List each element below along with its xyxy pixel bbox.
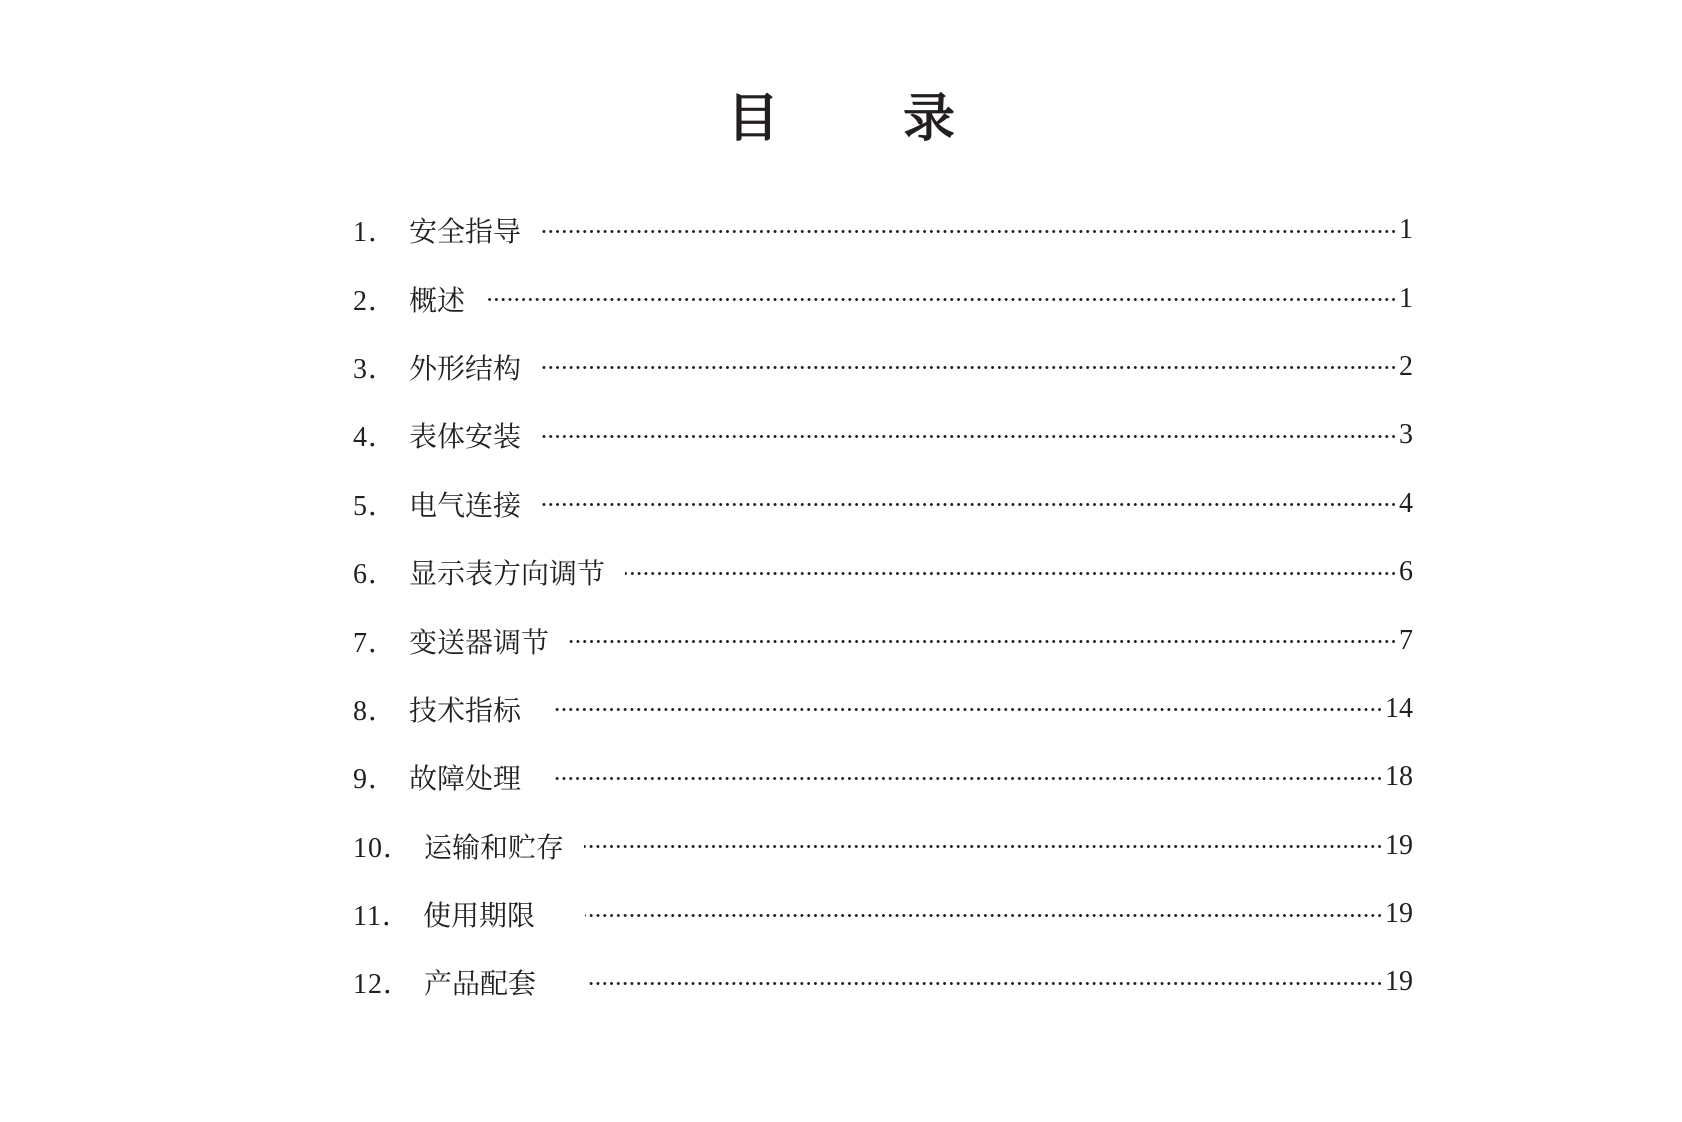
toc-entry-title: 表体安装: [409, 420, 522, 454]
toc-entry-number: 4．: [353, 422, 398, 454]
toc-entry-title: 技术指标: [409, 693, 522, 727]
toc-entry-title: 变送器调节: [409, 625, 550, 659]
toc-entry-title: 使用期限: [422, 899, 535, 933]
toc-entry-number: 2．: [353, 285, 398, 317]
toc-entry-title: 故障处理: [409, 762, 522, 796]
toc-entry-page: 1: [1399, 282, 1413, 314]
toc-entry-page: 4: [1399, 487, 1413, 519]
toc-entry-page: 2: [1399, 350, 1413, 382]
toc-entry-title: 概述: [409, 283, 466, 317]
toc-dot-leader: [584, 845, 1383, 848]
toc-dot-leader: [541, 230, 1397, 233]
toc-entry-page: 1: [1399, 214, 1413, 246]
toc-entry-page: 18: [1385, 761, 1413, 793]
toc-entry-7[interactable]: [353, 606, 1413, 674]
toc-entry-page: 19: [1385, 898, 1413, 930]
toc-entry-5[interactable]: [353, 470, 1413, 538]
toc-entry-10[interactable]: [353, 812, 1413, 880]
toc-entry-4[interactable]: [353, 401, 1413, 469]
toc-entry-12[interactable]: [353, 948, 1413, 1016]
toc-dot-leader: [541, 366, 1397, 369]
toc-entry-title: 运输和贮存: [424, 830, 565, 864]
toc-entry-title: 电气连接: [409, 488, 522, 522]
toc-entry-3[interactable]: [353, 333, 1413, 401]
toc-dot-leader: [585, 914, 1383, 917]
toc-entry-2[interactable]: [353, 264, 1413, 332]
toc-dot-leader: [541, 503, 1397, 506]
toc-entry-title: 产品配套: [424, 967, 537, 1001]
toc-entry-page: 14: [1385, 692, 1413, 724]
toc-entry-number: 11．: [353, 901, 411, 933]
toc-entry-number: 9．: [353, 764, 398, 796]
toc-entry-8[interactable]: [353, 675, 1413, 743]
toc-dot-leader: [569, 640, 1397, 643]
toc-title: [0, 84, 1682, 154]
toc-dot-leader: [541, 435, 1397, 438]
toc-entry-9[interactable]: [353, 743, 1413, 811]
toc-list: [353, 196, 1413, 1017]
toc-entry-1[interactable]: [353, 196, 1413, 264]
toc-entry-page: 3: [1399, 419, 1413, 451]
toc-entry-11[interactable]: [353, 880, 1413, 948]
toc-entry-title: 显示表方向调节: [409, 557, 606, 591]
toc-entry-title: 外形结构: [409, 351, 522, 385]
toc-entry-number: 6．: [353, 559, 398, 591]
toc-entry-page: 19: [1385, 829, 1413, 861]
toc-entry-page: 6: [1399, 556, 1413, 588]
toc-entry-title: 安全指导: [409, 215, 522, 249]
toc-entry-page: 19: [1385, 966, 1413, 998]
toc-entry-number: 3．: [353, 353, 398, 385]
toc-entry-page: 7: [1399, 624, 1413, 656]
toc-entry-number: 12．: [353, 969, 413, 1001]
toc-dot-leader: [555, 777, 1383, 780]
toc-entry-6[interactable]: [353, 538, 1413, 606]
toc-dot-leader: [586, 982, 1383, 985]
toc-title-char: 目: [726, 89, 779, 149]
toc-dot-leader: [555, 708, 1383, 711]
toc-entry-number: 1．: [353, 217, 398, 249]
toc-title-char: 录: [903, 89, 956, 149]
toc-entry-number: 7．: [353, 627, 398, 659]
toc-entry-number: 5．: [353, 490, 398, 522]
toc-entry-number: 8．: [353, 695, 398, 727]
toc-entry-number: 10．: [353, 832, 413, 864]
toc-dot-leader: [485, 298, 1397, 301]
toc-dot-leader: [625, 572, 1397, 575]
